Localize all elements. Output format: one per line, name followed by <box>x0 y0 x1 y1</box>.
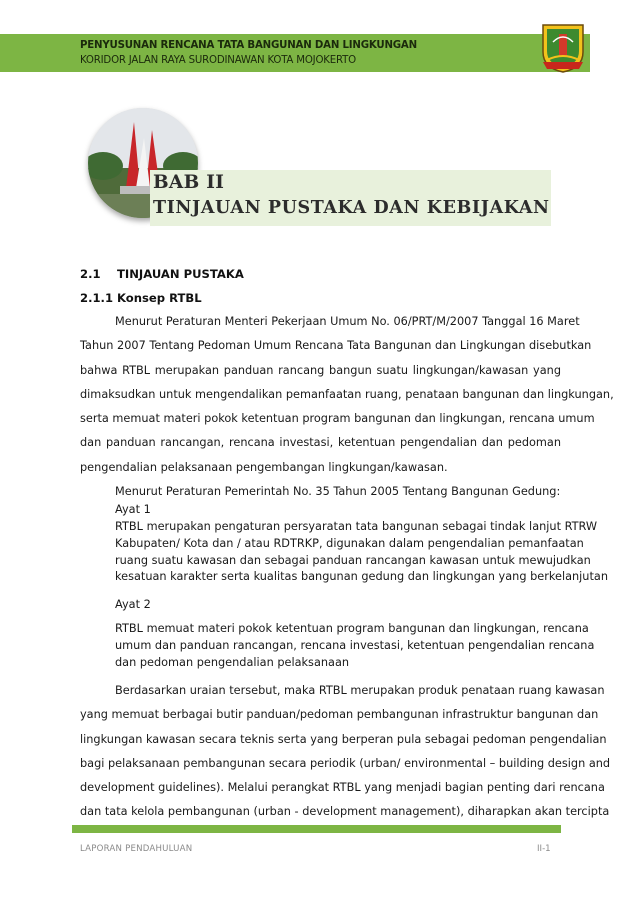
paragraph-line: yang memuat berbagai butir panduan/pedoman pembangunan infrastruktur bangunan dan <box>80 708 599 722</box>
quote-line: RTBL merupakan pengaturan persyaratan tata bangunan sebagai tindak lanjut RTRW <box>115 520 598 533</box>
subsection-title: Konsep RTBL <box>117 291 202 305</box>
quote-line: RTBL memuat materi pokok ketentuan program bangunan dan lingkungan, rencana <box>115 622 589 635</box>
paragraph-line: development guidelines). Melalui perangkat RTBL yang menjadi bagian penting dari rencana <box>80 781 605 795</box>
footer-band <box>72 825 561 833</box>
paragraph-line: Menurut Peraturan Pemerintah No. 35 Tahun 2005 Tentang Bangunan Gedung: <box>115 485 561 498</box>
paragraph-line: dan tata kelola pembangunan (urban - development management), diharapkan akan tercipta <box>80 805 610 819</box>
header-title: PENYUSUNAN RENCANA TATA BANGUNAN DAN LINGKUNGAN <box>80 40 417 51</box>
quote-line: ruang suatu kawasan dan sebagai panduan rancangan kawasan untuk mewujudkan <box>115 553 591 567</box>
subsection-number: 2.1.1 <box>80 291 114 305</box>
regency-coat-of-arms-icon <box>539 22 587 74</box>
quote-line: kesatuan karakter serta kualitas bangunan gedung dan lingkungan yang berkelanjutan <box>115 570 608 584</box>
page-number: II-1 <box>537 844 551 854</box>
quote-line: umum dan panduan rancangan, rencana investasi, ketentuan pengendalian rencana <box>115 638 595 652</box>
paragraph-line: Menurut Peraturan Menteri Pekerjaan Umum No. 06/PRT/M/2007 Tanggal 16 Maret <box>115 315 580 328</box>
section-title: TINJAUAN PUSTAKA <box>117 267 244 281</box>
quote-line: dan pedoman pengendalian pelaksanaan <box>115 655 350 669</box>
paragraph-line: lingkungan kawasan secara teknis serta yang berperan pula sebagai pedoman pengendalian <box>80 732 607 746</box>
footer-report-title: LAPORAN PENDAHULUAN <box>80 844 193 854</box>
header-subtitle: KORIDOR JALAN RAYA SURODINAWAN KOTA MOJOKERTO <box>80 55 356 66</box>
chapter-title: TINJAUAN PUSTAKA DAN KEBIJAKAN <box>153 198 550 218</box>
paragraph-rtbl-definition <box>80 310 614 480</box>
paragraph-line: Tahun 2007 Tentang Pedoman Umum Rencana Tata Bangunan dan Lingkungan disebutkan <box>80 339 592 353</box>
paragraph-line: dimaksudkan untuk mengendalikan pemanfaatan ruang, penataan bangunan dan lingkungan, <box>80 387 614 401</box>
quote-line: Kabupaten/ Kota dan / atau RDTRKP, digunakan dalam pengendalian pemanfaatan <box>115 536 584 550</box>
paragraph-pp35 <box>115 480 561 504</box>
paragraph-rtbl-summary <box>80 679 611 825</box>
paragraph-line: Berdasarkan uraian tersebut, maka RTBL merupakan produk penataan ruang kawasan <box>115 684 605 697</box>
ayat2-label: Ayat 2 <box>115 598 151 611</box>
ayat1-text <box>115 519 608 586</box>
chapter-number: BAB II <box>153 172 225 193</box>
paragraph-line: bahwa RTBL merupakan panduan rancang bangun suatu lingkungan/kawasan yang <box>80 363 561 377</box>
section-number: 2.1 <box>80 267 101 281</box>
ayat2-text <box>115 621 595 671</box>
paragraph-line: pengendalian pelaksanaan pengembangan lingkungan/kawasan. <box>80 460 448 474</box>
paragraph-line: bagi pelaksanaan pembangunan secara periodik (urban/ environmental – building design and <box>80 756 611 770</box>
paragraph-line: serta memuat materi pokok ketentuan program bangunan dan lingkungan, rencana umum <box>80 412 595 426</box>
paragraph-line: dan panduan rancangan, rencana investasi, ketentuan pengendalian dan pedoman <box>80 436 561 450</box>
ayat1-label: Ayat 1 <box>115 503 151 516</box>
